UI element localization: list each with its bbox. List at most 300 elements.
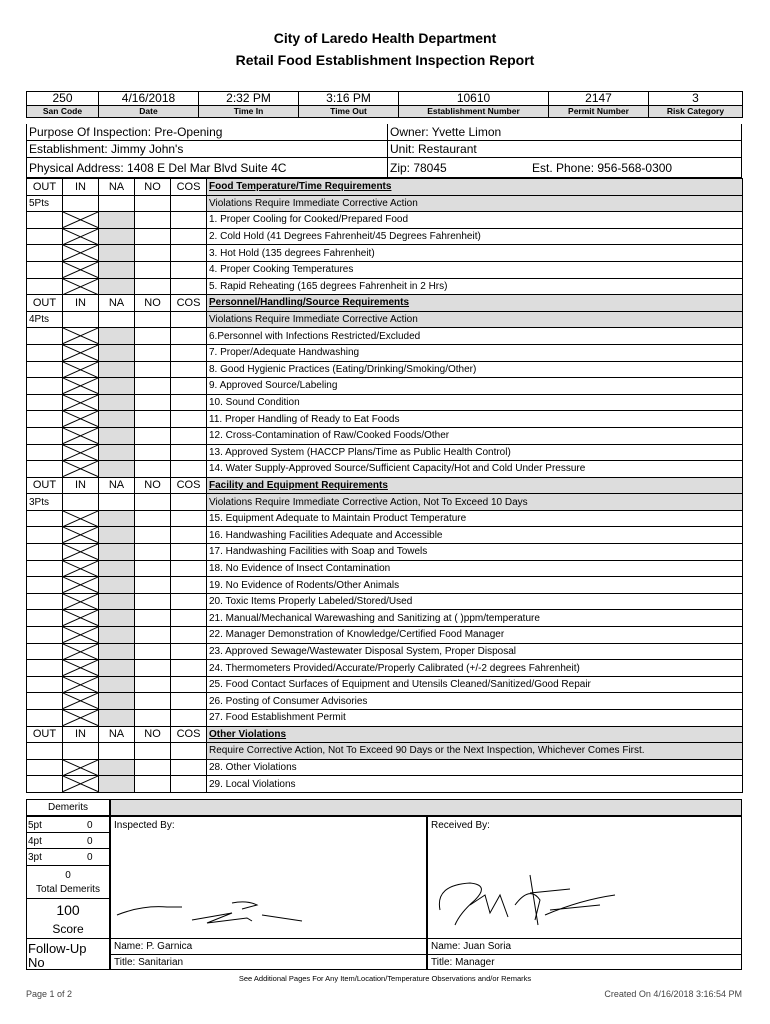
empty-cell	[171, 311, 207, 328]
inspection-item-label: 5. Rapid Reheating (165 degrees Fahrenheit in 2 Hrs)	[207, 278, 743, 295]
out-cell	[27, 245, 63, 262]
inspection-item-row	[27, 427, 743, 444]
column-header-na: NA	[99, 726, 135, 743]
in-cell-crossed	[63, 577, 99, 594]
out-cell	[27, 228, 63, 245]
score-value: 100	[56, 902, 80, 918]
inspection-item-label: 17. Handwashing Facilities with Soap and Towels	[207, 544, 743, 561]
section-note: Violations Require Immediate Corrective Action	[207, 311, 743, 328]
cos-cell	[171, 378, 207, 395]
cos-cell	[171, 444, 207, 461]
inspection-item-row	[27, 676, 743, 693]
inspection-item-row	[27, 228, 743, 245]
empty-cell	[63, 743, 99, 760]
empty-cell	[171, 743, 207, 760]
no-cell	[135, 676, 171, 693]
san-code-value: 250	[27, 92, 99, 106]
column-header-cos: COS	[171, 477, 207, 494]
na-cell	[99, 693, 135, 710]
cos-cell	[171, 278, 207, 295]
out-cell	[27, 328, 63, 345]
inspection-item-label: 24. Thermometers Provided/Accurate/Properly Calibrated (+/-2 degrees Fahrenheit)	[207, 660, 743, 677]
empty-cell	[63, 494, 99, 511]
receiver-name: Name: Juan Soria	[431, 941, 512, 952]
inspection-item-row	[27, 461, 743, 478]
inspection-item-row	[27, 378, 743, 395]
time-in-label: Time In	[199, 106, 299, 118]
na-cell	[99, 427, 135, 444]
in-cell-crossed	[63, 361, 99, 378]
section-title: Personnel/Handling/Source Requirements	[207, 295, 743, 312]
no-cell	[135, 660, 171, 677]
demerit-3pt-value: 0	[87, 852, 93, 863]
in-cell-crossed	[63, 378, 99, 395]
in-cell-crossed	[63, 427, 99, 444]
na-cell	[99, 245, 135, 262]
total-demerits-label: Total Demerits	[36, 884, 100, 895]
inspection-item-row	[27, 261, 743, 278]
cos-cell	[171, 776, 207, 793]
no-cell	[135, 510, 171, 527]
out-cell	[27, 427, 63, 444]
in-cell-crossed	[63, 610, 99, 627]
empty-cell	[99, 195, 135, 212]
inspection-item-row	[27, 643, 743, 660]
no-cell	[135, 643, 171, 660]
no-cell	[135, 610, 171, 627]
in-cell-crossed	[63, 245, 99, 262]
in-cell-crossed	[63, 328, 99, 345]
inspection-item-row	[27, 693, 743, 710]
na-cell	[99, 510, 135, 527]
no-cell	[135, 527, 171, 544]
cos-cell	[171, 328, 207, 345]
inspection-item-row	[27, 577, 743, 594]
phone-field: Est. Phone: 956-568-0300	[532, 161, 673, 175]
cos-cell	[171, 710, 207, 727]
column-header-in: IN	[63, 477, 99, 494]
in-cell-crossed	[63, 593, 99, 610]
inspection-item-row	[27, 361, 743, 378]
san-code-label: San Code	[27, 106, 99, 118]
cos-cell	[171, 610, 207, 627]
establishment-field: Establishment: Jimmy John's	[29, 142, 184, 156]
column-header-no: NO	[135, 726, 171, 743]
inspection-item-row	[27, 544, 743, 561]
no-cell	[135, 710, 171, 727]
section-note: Violations Require Immediate Corrective Action	[207, 195, 743, 212]
no-cell	[135, 693, 171, 710]
out-cell	[27, 361, 63, 378]
in-cell-crossed	[63, 394, 99, 411]
out-cell	[27, 510, 63, 527]
empty-cell	[135, 311, 171, 328]
inspection-item-label: 20. Toxic Items Properly Labeled/Stored/Used	[207, 593, 743, 610]
out-cell	[27, 527, 63, 544]
cos-cell	[171, 759, 207, 776]
empty-cell	[171, 494, 207, 511]
demerits-header	[26, 799, 110, 816]
in-cell-crossed	[63, 660, 99, 677]
na-cell	[99, 627, 135, 644]
na-cell	[99, 378, 135, 395]
out-cell	[27, 278, 63, 295]
inspection-item-label: 4. Proper Cooking Temperatures	[207, 261, 743, 278]
empty-cell	[63, 195, 99, 212]
in-cell-crossed	[63, 627, 99, 644]
no-cell	[135, 394, 171, 411]
inspection-item-row	[27, 610, 743, 627]
summary-table	[26, 91, 743, 118]
out-cell	[27, 461, 63, 478]
out-cell	[27, 378, 63, 395]
inspection-item-label: 19. No Evidence of Rodents/Other Animals	[207, 577, 743, 594]
section-header-row	[27, 477, 743, 494]
out-cell	[27, 212, 63, 229]
no-cell	[135, 261, 171, 278]
inspector-signature	[112, 885, 312, 935]
time-in-value: 2:32 PM	[199, 92, 299, 106]
inspection-item-label: 26. Posting of Consumer Advisories	[207, 693, 743, 710]
cos-cell	[171, 577, 207, 594]
out-cell	[27, 660, 63, 677]
column-header-out: OUT	[27, 726, 63, 743]
date-label: Date	[99, 106, 199, 118]
na-cell	[99, 527, 135, 544]
out-cell	[27, 759, 63, 776]
info-row-purpose	[26, 124, 742, 141]
inspection-item-row	[27, 444, 743, 461]
in-cell-crossed	[63, 212, 99, 229]
page-number: Page 1 of 2	[26, 989, 73, 999]
no-cell	[135, 411, 171, 428]
na-cell	[99, 544, 135, 561]
cos-cell	[171, 261, 207, 278]
inspection-item-row	[27, 660, 743, 677]
column-header-no: NO	[135, 295, 171, 312]
inspection-item-label: 15. Equipment Adequate to Maintain Product Temperature	[207, 510, 743, 527]
total-demerits-value: 0	[65, 870, 71, 881]
inspection-item-row	[27, 593, 743, 610]
cos-cell	[171, 411, 207, 428]
purpose-field: Purpose Of Inspection: Pre-Opening	[29, 125, 223, 139]
na-cell	[99, 560, 135, 577]
out-cell	[27, 577, 63, 594]
section-header-row	[27, 726, 743, 743]
no-cell	[135, 361, 171, 378]
no-cell	[135, 245, 171, 262]
inspection-item-label: 29. Local Violations	[207, 776, 743, 793]
column-header-no: NO	[135, 179, 171, 196]
in-cell-crossed	[63, 461, 99, 478]
inspection-item-label: 12. Cross-Contamination of Raw/Cooked Foods/Other	[207, 427, 743, 444]
inspection-item-label: 14. Water Supply-Approved Source/Sufficient Capacity/Hot and Cold Under Pressure	[207, 461, 743, 478]
inspection-item-row	[27, 759, 743, 776]
out-cell	[27, 693, 63, 710]
cos-cell	[171, 228, 207, 245]
column-header-na: NA	[99, 179, 135, 196]
cos-cell	[171, 212, 207, 229]
score-label: Score	[52, 922, 84, 936]
inspection-item-label: 9. Approved Source/Labeling	[207, 378, 743, 395]
no-cell	[135, 593, 171, 610]
in-cell-crossed	[63, 411, 99, 428]
out-cell	[27, 610, 63, 627]
in-cell-crossed	[63, 344, 99, 361]
no-cell	[135, 378, 171, 395]
cos-cell	[171, 427, 207, 444]
out-cell	[27, 444, 63, 461]
inspection-item-label: 18. No Evidence of Insect Contamination	[207, 560, 743, 577]
out-cell	[27, 776, 63, 793]
no-cell	[135, 278, 171, 295]
section-title: Facility and Equipment Requirements	[207, 477, 743, 494]
inspection-item-row	[27, 710, 743, 727]
empty-cell	[135, 743, 171, 760]
in-cell-crossed	[63, 228, 99, 245]
na-cell	[99, 660, 135, 677]
demerit-4pt-value: 0	[87, 836, 93, 847]
no-cell	[135, 577, 171, 594]
no-cell	[135, 627, 171, 644]
na-cell	[99, 461, 135, 478]
no-cell	[135, 461, 171, 478]
permit-number-value: 2147	[549, 92, 649, 106]
empty-cell	[99, 311, 135, 328]
na-cell	[99, 394, 135, 411]
cos-cell	[171, 560, 207, 577]
na-cell	[99, 228, 135, 245]
receiver-title: Title: Manager	[431, 957, 495, 968]
date-value: 4/16/2018	[99, 92, 199, 106]
column-header-no: NO	[135, 477, 171, 494]
info-row-address	[26, 158, 742, 178]
out-cell	[27, 643, 63, 660]
column-header-out: OUT	[27, 295, 63, 312]
empty-cell	[135, 494, 171, 511]
na-cell	[99, 361, 135, 378]
in-cell-crossed	[63, 444, 99, 461]
inspection-item-label: 22. Manager Demonstration of Knowledge/Certified Food Manager	[207, 627, 743, 644]
inspection-item-label: 1. Proper Cooling for Cooked/Prepared Food	[207, 212, 743, 229]
cos-cell	[171, 627, 207, 644]
out-cell	[27, 261, 63, 278]
no-cell	[135, 759, 171, 776]
cos-cell	[171, 361, 207, 378]
na-cell	[99, 759, 135, 776]
no-cell	[135, 544, 171, 561]
cos-cell	[171, 510, 207, 527]
in-cell-crossed	[63, 560, 99, 577]
no-cell	[135, 228, 171, 245]
inspection-table	[26, 178, 743, 793]
received-by-label: Received By:	[431, 820, 490, 831]
no-cell	[135, 427, 171, 444]
empty-cell	[99, 743, 135, 760]
in-cell-crossed	[63, 759, 99, 776]
section-note-row	[27, 743, 743, 760]
empty-cell	[135, 195, 171, 212]
out-cell	[27, 676, 63, 693]
demerit-3pt-label: 3pt	[28, 852, 42, 863]
cos-cell	[171, 544, 207, 561]
inspection-item-row	[27, 627, 743, 644]
out-cell	[27, 710, 63, 727]
cos-cell	[171, 660, 207, 677]
time-out-value: 3:16 PM	[299, 92, 399, 106]
inspection-item-label: 28. Other Violations	[207, 759, 743, 776]
out-cell	[27, 394, 63, 411]
inspection-item-label: 21. Manual/Mechanical Warewashing and Sanitizing at ( )ppm/temperature	[207, 610, 743, 627]
no-cell	[135, 776, 171, 793]
inspection-item-row	[27, 278, 743, 295]
cos-cell	[171, 643, 207, 660]
created-timestamp: Created On 4/16/2018 3:16:54 PM	[604, 989, 742, 999]
in-cell-crossed	[63, 261, 99, 278]
section-title: Food Temperature/Time Requirements	[207, 179, 743, 196]
receiver-signature	[430, 865, 620, 935]
na-cell	[99, 643, 135, 660]
empty-cell	[63, 311, 99, 328]
follow-up-label: Follow-Up	[28, 941, 87, 956]
inspection-item-label: 25. Food Contact Surfaces of Equipment and Utensils Cleaned/Sanitized/Good Repair	[207, 676, 743, 693]
risk-category-value: 3	[649, 92, 743, 106]
na-cell	[99, 411, 135, 428]
in-cell-crossed	[63, 710, 99, 727]
section-note: Violations Require Immediate Corrective Action, Not To Exceed 10 Days	[207, 494, 743, 511]
column-header-na: NA	[99, 295, 135, 312]
cos-cell	[171, 461, 207, 478]
inspection-item-row	[27, 527, 743, 544]
cos-cell	[171, 593, 207, 610]
out-cell	[27, 593, 63, 610]
demerits-header-fill	[110, 799, 742, 816]
na-cell	[99, 610, 135, 627]
demerit-4pt-label: 4pt	[28, 836, 42, 847]
inspection-item-label: 7. Proper/Adequate Handwashing	[207, 344, 743, 361]
inspection-item-row	[27, 560, 743, 577]
inspection-item-label: 8. Good Hygienic Practices (Eating/Drinking/Smoking/Other)	[207, 361, 743, 378]
out-cell	[27, 627, 63, 644]
footer-note: See Additional Pages For Any Item/Location/Temperature Observations and/or Remarks	[238, 974, 532, 983]
section-header-row	[27, 295, 743, 312]
section-note: Require Corrective Action, Not To Exceed 90 Days or the Next Inspection, Whichever Comes First.	[207, 743, 743, 760]
in-cell-crossed	[63, 510, 99, 527]
inspection-item-row	[27, 212, 743, 229]
na-cell	[99, 776, 135, 793]
inspector-title: Title: Sanitarian	[114, 957, 184, 968]
na-cell	[99, 593, 135, 610]
section-points	[27, 743, 63, 760]
empty-cell	[99, 494, 135, 511]
establishment-number-label: Establishment Number	[399, 106, 549, 118]
time-out-label: Time Out	[299, 106, 399, 118]
na-cell	[99, 344, 135, 361]
column-header-out: OUT	[27, 477, 63, 494]
inspection-item-row	[27, 245, 743, 262]
cos-cell	[171, 693, 207, 710]
no-cell	[135, 212, 171, 229]
out-cell	[27, 411, 63, 428]
column-header-cos: COS	[171, 295, 207, 312]
out-cell	[27, 344, 63, 361]
inspection-item-label: 16. Handwashing Facilities Adequate and Accessible	[207, 527, 743, 544]
address-field: Physical Address: 1408 E Del Mar Blvd Suite 4C	[29, 161, 287, 175]
in-cell-crossed	[63, 278, 99, 295]
report-org-title: City of Laredo Health Department	[273, 30, 497, 46]
inspection-item-row	[27, 510, 743, 527]
demerits-label: Demerits	[47, 802, 88, 813]
cos-cell	[171, 245, 207, 262]
inspection-item-row	[27, 328, 743, 345]
info-row-establishment	[26, 141, 742, 158]
section-title: Other Violations	[207, 726, 743, 743]
na-cell	[99, 328, 135, 345]
inspection-item-label: 23. Approved Sewage/Wastewater Disposal System, Proper Disposal	[207, 643, 743, 660]
column-header-in: IN	[63, 179, 99, 196]
no-cell	[135, 344, 171, 361]
follow-up-value: No	[28, 955, 45, 970]
report-title: Retail Food Establishment Inspection Report	[235, 52, 535, 68]
inspection-item-label: 3. Hot Hold (135 degrees Fahrenheit)	[207, 245, 743, 262]
na-cell	[99, 577, 135, 594]
permit-number-label: Permit Number	[549, 106, 649, 118]
section-points: 4Pts	[27, 311, 63, 328]
risk-category-label: Risk Category	[649, 106, 743, 118]
cos-cell	[171, 344, 207, 361]
no-cell	[135, 560, 171, 577]
section-note-row	[27, 195, 743, 212]
empty-cell	[171, 195, 207, 212]
demerit-5pt-value: 0	[87, 820, 93, 831]
no-cell	[135, 328, 171, 345]
section-points: 5Pts	[27, 195, 63, 212]
inspection-item-label: 10. Sound Condition	[207, 394, 743, 411]
in-cell-crossed	[63, 527, 99, 544]
na-cell	[99, 676, 135, 693]
na-cell	[99, 444, 135, 461]
inspection-item-row	[27, 394, 743, 411]
inspection-item-label: 2. Cold Hold (41 Degrees Fahrenheit/45 Degrees Fahrenheit)	[207, 228, 743, 245]
in-cell-crossed	[63, 544, 99, 561]
inspection-item-label: 11. Proper Handling of Ready to Eat Foods	[207, 411, 743, 428]
cos-cell	[171, 394, 207, 411]
inspection-item-label: 27. Food Establishment Permit	[207, 710, 743, 727]
column-header-cos: COS	[171, 179, 207, 196]
out-cell	[27, 560, 63, 577]
no-cell	[135, 444, 171, 461]
inspector-name: Name: P. Garnica	[114, 941, 193, 952]
column-header-na: NA	[99, 477, 135, 494]
section-header-row	[27, 179, 743, 196]
section-note-row	[27, 311, 743, 328]
inspection-item-row	[27, 776, 743, 793]
in-cell-crossed	[63, 776, 99, 793]
inspection-item-row	[27, 411, 743, 428]
inspection-item-label: 6.Personnel with Infections Restricted/Excluded	[207, 328, 743, 345]
unit-field: Unit: Restaurant	[390, 142, 477, 156]
inspection-item-row	[27, 344, 743, 361]
section-points: 3Pts	[27, 494, 63, 511]
owner-field: Owner: Yvette Limon	[390, 125, 502, 139]
demerit-5pt-label: 5pt	[28, 820, 42, 831]
zip-field: Zip: 78045	[390, 161, 447, 175]
section-note-row	[27, 494, 743, 511]
na-cell	[99, 212, 135, 229]
column-header-in: IN	[63, 726, 99, 743]
na-cell	[99, 710, 135, 727]
inspected-by-label: Inspected By:	[114, 820, 175, 831]
